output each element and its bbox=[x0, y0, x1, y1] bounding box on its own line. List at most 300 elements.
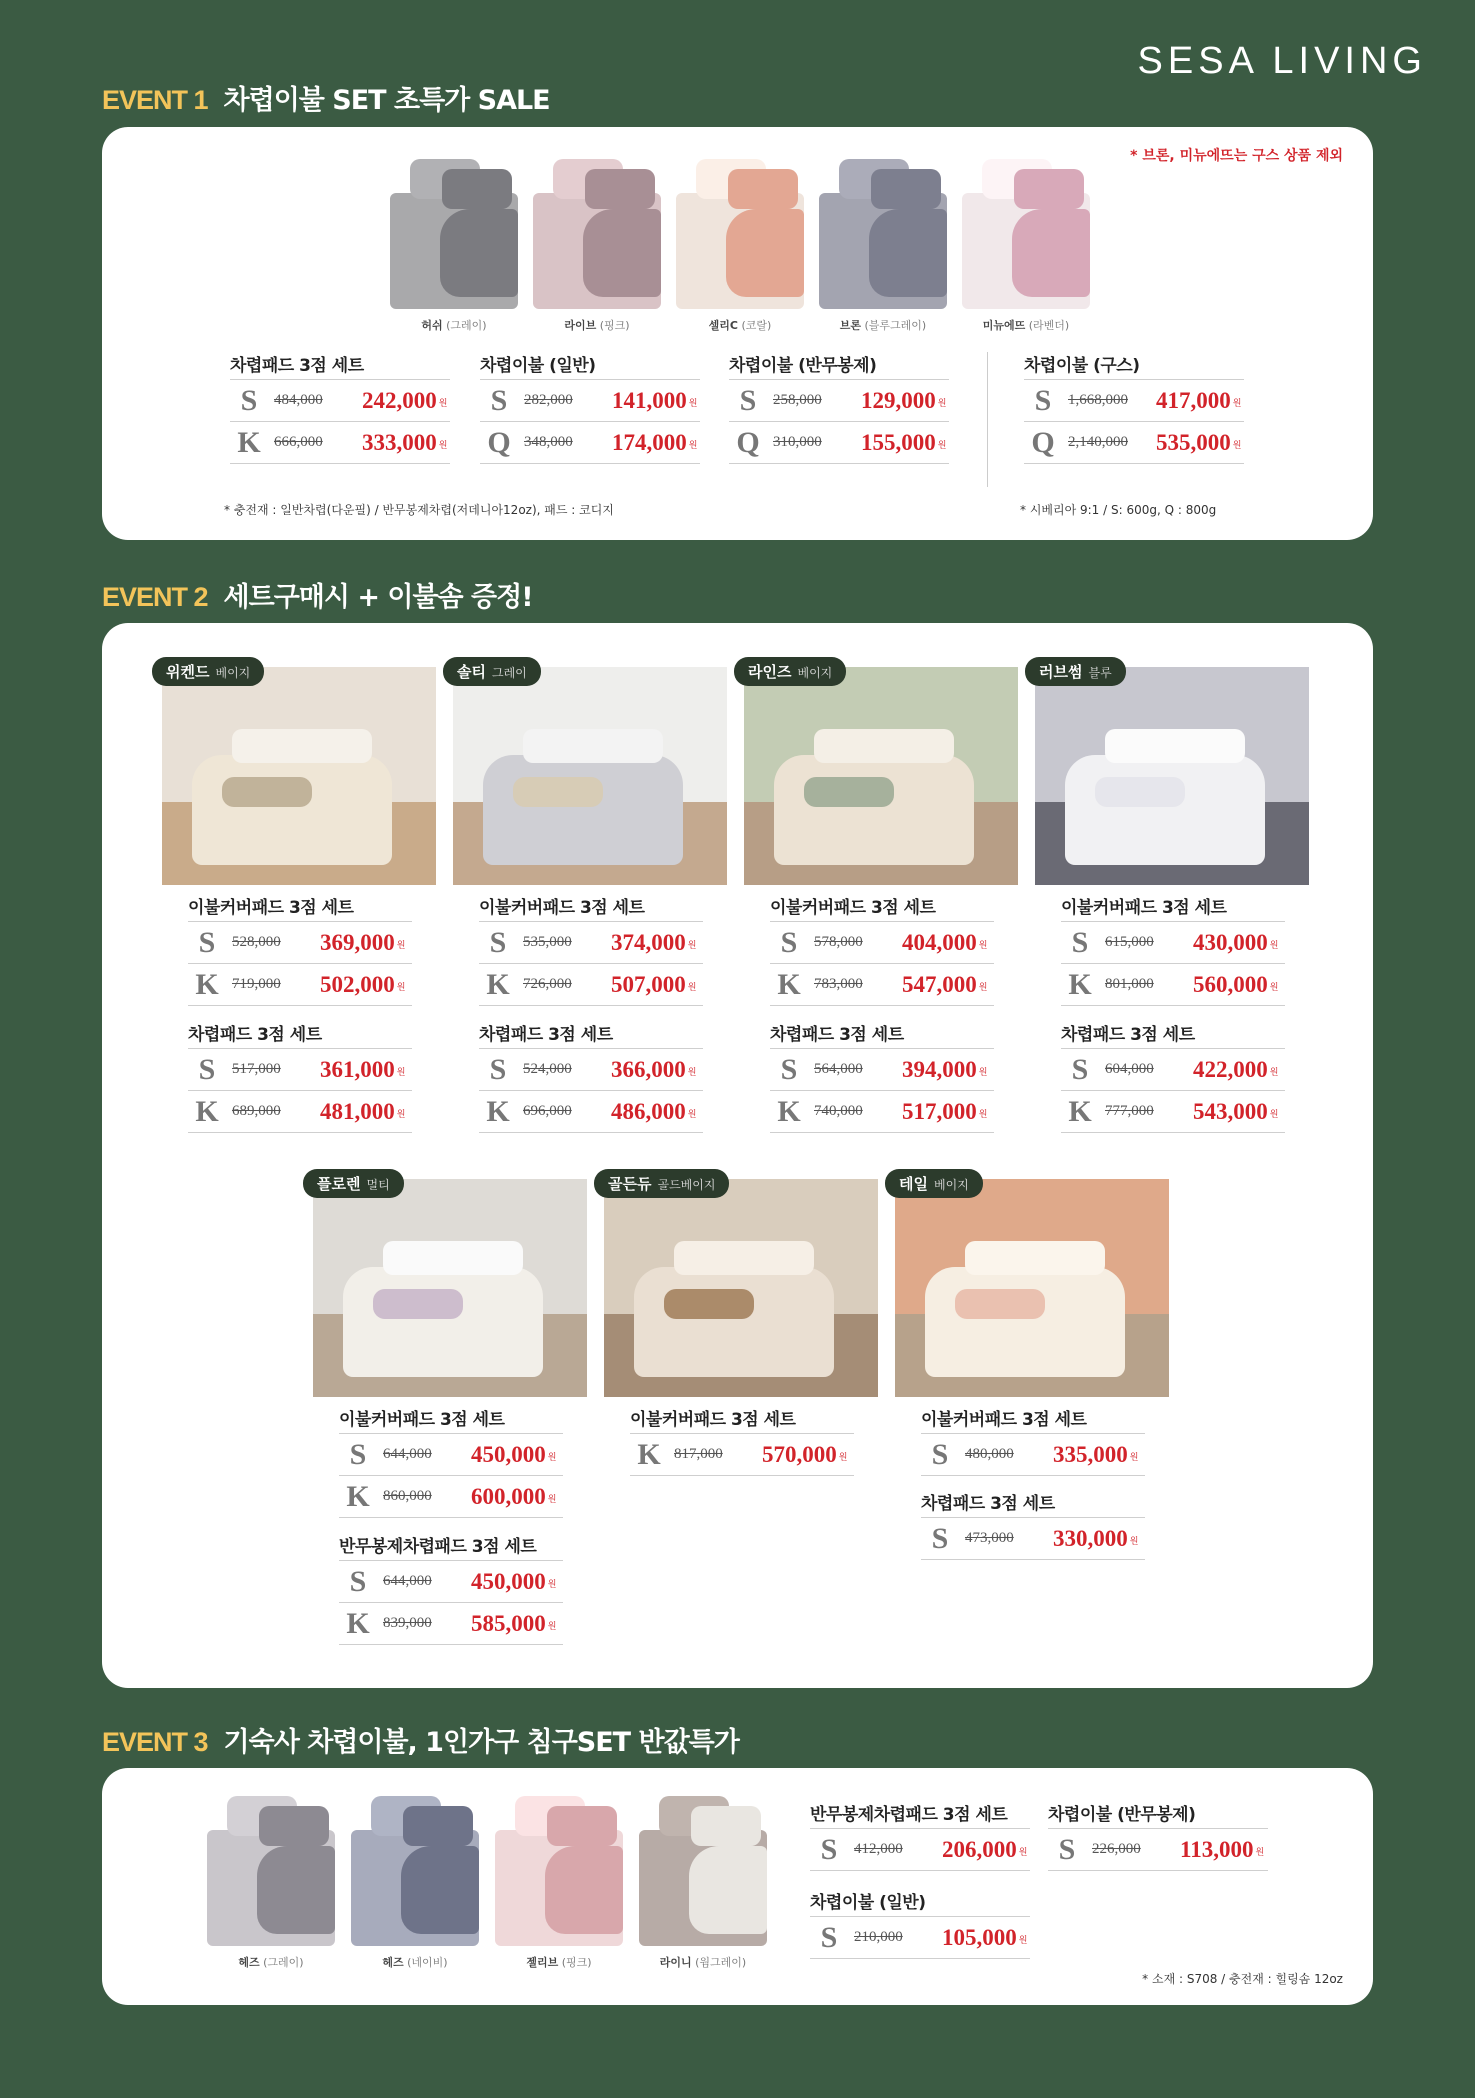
price-row bbox=[729, 422, 949, 464]
sale-price: 450,000 bbox=[471, 1568, 546, 1594]
price-row bbox=[1061, 964, 1285, 1006]
pillow bbox=[691, 1806, 761, 1846]
product-color: 베이지 bbox=[933, 1178, 969, 1192]
price-row bbox=[1061, 1091, 1285, 1133]
room-photo bbox=[604, 1179, 878, 1397]
price-row bbox=[188, 922, 412, 964]
price-block-title: 차렵패드 3점 세트 bbox=[188, 1025, 322, 1045]
product-tag: 위켄드 베이지 bbox=[152, 657, 264, 686]
product-color: (웜그레이) bbox=[691, 1956, 747, 1969]
price-row bbox=[230, 380, 450, 422]
throw-blanket bbox=[955, 1289, 1045, 1319]
price-rows bbox=[339, 1560, 563, 1645]
pillows bbox=[523, 729, 663, 763]
currency-unit: 원 bbox=[978, 983, 988, 993]
currency-unit: 원 bbox=[396, 1110, 406, 1120]
price-block-title: 이불커버패드 3점 세트 bbox=[188, 898, 354, 918]
product-image bbox=[207, 1796, 335, 1946]
size-label: S bbox=[240, 383, 258, 417]
price-block bbox=[339, 1407, 563, 1518]
price-row bbox=[1061, 922, 1285, 964]
currency-unit: 원 bbox=[937, 441, 947, 451]
pillows bbox=[674, 1241, 814, 1275]
product-caption bbox=[956, 317, 1096, 333]
product-tag: 러브썸 블루 bbox=[1025, 657, 1126, 686]
product-name: 라이브 bbox=[564, 319, 597, 332]
price-block-title: 차렵이불 (반무봉제) bbox=[729, 356, 877, 376]
original-price: 644,000 bbox=[383, 1446, 432, 1462]
sale-price: 502,000 bbox=[320, 971, 395, 997]
sale-price: 517,000 bbox=[902, 1098, 977, 1124]
currency-unit: 원 bbox=[688, 441, 698, 451]
price-rows bbox=[770, 1048, 994, 1133]
duvet-fold bbox=[689, 1846, 767, 1934]
bed bbox=[925, 1267, 1125, 1377]
original-price: 517,000 bbox=[232, 1061, 281, 1077]
currency-unit: 원 bbox=[438, 441, 448, 451]
size-label: S bbox=[820, 1920, 838, 1954]
sale-price: 105,000 bbox=[942, 1924, 1017, 1950]
currency-unit: 원 bbox=[687, 1110, 697, 1120]
divider bbox=[987, 352, 988, 487]
price-rows bbox=[188, 921, 412, 1006]
price-rows bbox=[921, 1433, 1145, 1476]
event1-panel bbox=[102, 127, 1373, 540]
price-row bbox=[188, 964, 412, 1006]
original-price: 783,000 bbox=[814, 976, 863, 992]
product-name: 미뉴에뜨 bbox=[982, 319, 1026, 332]
event1-title: 차렵이불 SET 초특가 SALE bbox=[223, 85, 550, 116]
event3-heading bbox=[102, 1720, 739, 1759]
price-block-title: 차렵패드 3점 세트 bbox=[770, 1025, 904, 1045]
duvet-fold bbox=[440, 209, 518, 297]
price-row bbox=[339, 1561, 563, 1603]
price-block bbox=[1048, 1802, 1268, 1871]
price-block-title: 차렵패드 3점 세트 bbox=[921, 1494, 1055, 1514]
currency-unit: 원 bbox=[1129, 1537, 1139, 1547]
price-rows bbox=[479, 1048, 703, 1133]
size-label: K bbox=[346, 1479, 370, 1513]
currency-unit: 원 bbox=[937, 399, 947, 409]
price-row bbox=[921, 1518, 1145, 1560]
bed bbox=[634, 1267, 834, 1377]
currency-unit: 원 bbox=[1018, 1936, 1028, 1946]
sale-price: 422,000 bbox=[1193, 1056, 1268, 1082]
original-price: 226,000 bbox=[1092, 1841, 1141, 1857]
currency-unit: 원 bbox=[1232, 441, 1242, 451]
throw-blanket bbox=[664, 1289, 754, 1319]
price-block bbox=[230, 353, 450, 464]
price-block-title: 차렵패드 3점 세트 bbox=[1061, 1025, 1195, 1045]
original-price: 412,000 bbox=[854, 1841, 903, 1857]
price-row bbox=[1024, 380, 1244, 422]
product-color: 블루 bbox=[1088, 666, 1112, 680]
bed bbox=[1065, 755, 1265, 865]
currency-unit: 원 bbox=[396, 941, 406, 951]
size-label: K bbox=[637, 1437, 661, 1471]
size-label: K bbox=[1068, 967, 1092, 1001]
product-image bbox=[819, 159, 947, 309]
size-label: S bbox=[739, 383, 757, 417]
product-name: 헤즈 bbox=[238, 1956, 260, 1969]
price-row bbox=[479, 964, 703, 1006]
original-price: 666,000 bbox=[274, 434, 323, 450]
product-color: (핑크) bbox=[558, 1956, 592, 1969]
sale-price: 155,000 bbox=[861, 429, 936, 455]
size-label: S bbox=[349, 1564, 367, 1598]
size-label: S bbox=[489, 1052, 507, 1086]
currency-unit: 원 bbox=[1129, 1453, 1139, 1463]
price-row bbox=[770, 1049, 994, 1091]
product-caption bbox=[670, 317, 810, 333]
price-block bbox=[479, 895, 703, 1006]
original-price: 719,000 bbox=[232, 976, 281, 992]
price-block bbox=[1024, 353, 1244, 464]
original-price: 604,000 bbox=[1105, 1061, 1154, 1077]
pillow bbox=[728, 169, 798, 209]
size-label: S bbox=[820, 1832, 838, 1866]
product-name: 라이니 bbox=[659, 1956, 692, 1969]
price-row bbox=[479, 922, 703, 964]
price-row bbox=[479, 1049, 703, 1091]
duvet-fold bbox=[1012, 209, 1090, 297]
currency-unit: 원 bbox=[687, 983, 697, 993]
price-row bbox=[480, 380, 700, 422]
price-row bbox=[810, 1917, 1030, 1959]
product-caption bbox=[201, 1954, 341, 1970]
price-block bbox=[770, 1022, 994, 1133]
throw-blanket bbox=[513, 777, 603, 807]
price-rows bbox=[230, 379, 450, 464]
bed bbox=[774, 755, 974, 865]
size-label: K bbox=[1068, 1094, 1092, 1128]
sale-price: 481,000 bbox=[320, 1098, 395, 1124]
currency-unit: 원 bbox=[547, 1495, 557, 1505]
original-price: 1,668,000 bbox=[1068, 392, 1128, 408]
pillow bbox=[442, 169, 512, 209]
bed bbox=[192, 755, 392, 865]
duvet-fold bbox=[257, 1846, 335, 1934]
currency-unit: 원 bbox=[838, 1453, 848, 1463]
price-block-title: 반무봉제차렵패드 3점 세트 bbox=[339, 1537, 537, 1557]
event2-panel bbox=[102, 623, 1373, 1688]
price-row bbox=[339, 1434, 563, 1476]
product-color: (블루그레이) bbox=[861, 319, 927, 332]
product-name: 헤즈 bbox=[382, 1956, 404, 1969]
price-block bbox=[188, 1022, 412, 1133]
product-caption bbox=[633, 1954, 773, 1970]
price-rows bbox=[770, 921, 994, 1006]
product-image bbox=[676, 159, 804, 309]
original-price: 740,000 bbox=[814, 1103, 863, 1119]
price-block-title: 차렵이불 (반무봉제) bbox=[1048, 1805, 1196, 1825]
product-tag: 솔티 그레이 bbox=[443, 657, 541, 686]
currency-unit: 원 bbox=[1269, 941, 1279, 951]
price-block bbox=[921, 1491, 1145, 1560]
original-price: 615,000 bbox=[1105, 934, 1154, 950]
size-label: S bbox=[1058, 1832, 1076, 1866]
throw-blanket bbox=[373, 1289, 463, 1319]
original-price: 473,000 bbox=[965, 1530, 1014, 1546]
sale-price: 174,000 bbox=[612, 429, 687, 455]
room-photo bbox=[1035, 667, 1309, 885]
pillows bbox=[232, 729, 372, 763]
sale-price: 450,000 bbox=[471, 1441, 546, 1467]
pillow bbox=[1014, 169, 1084, 209]
size-label: S bbox=[349, 1437, 367, 1471]
original-price: 282,000 bbox=[524, 392, 573, 408]
sale-price: 129,000 bbox=[861, 387, 936, 413]
room-photo bbox=[162, 667, 436, 885]
currency-unit: 원 bbox=[547, 1453, 557, 1463]
price-block bbox=[339, 1534, 563, 1645]
currency-unit: 원 bbox=[688, 399, 698, 409]
price-row bbox=[479, 1091, 703, 1133]
pillows bbox=[814, 729, 954, 763]
product-tag: 테일 베이지 bbox=[885, 1169, 983, 1198]
size-label: S bbox=[780, 1052, 798, 1086]
duvet-fold bbox=[869, 209, 947, 297]
size-label: S bbox=[931, 1521, 949, 1555]
bed bbox=[483, 755, 683, 865]
price-row bbox=[770, 964, 994, 1006]
sale-price: 330,000 bbox=[1053, 1525, 1128, 1551]
price-row bbox=[1048, 1829, 1268, 1871]
sale-price: 242,000 bbox=[362, 387, 437, 413]
sale-price: 543,000 bbox=[1193, 1098, 1268, 1124]
sale-price: 206,000 bbox=[942, 1836, 1017, 1862]
event2-title: 세트구매시 + 이불솜 증정! bbox=[223, 582, 533, 613]
size-label: K bbox=[486, 967, 510, 1001]
product-image bbox=[351, 1796, 479, 1946]
product-color: 골드베이지 bbox=[657, 1178, 716, 1192]
currency-unit: 원 bbox=[396, 1068, 406, 1078]
price-row bbox=[1024, 422, 1244, 464]
price-row bbox=[630, 1434, 854, 1476]
throw-blanket bbox=[222, 777, 312, 807]
event3-title: 기숙사 차렵이불, 1인가구 침구SET 반값특가 bbox=[223, 1727, 739, 1758]
sale-price: 486,000 bbox=[611, 1098, 686, 1124]
price-rows bbox=[339, 1433, 563, 1518]
original-price: 524,000 bbox=[523, 1061, 572, 1077]
price-row bbox=[1061, 1049, 1285, 1091]
sale-price: 374,000 bbox=[611, 929, 686, 955]
currency-unit: 원 bbox=[1269, 1110, 1279, 1120]
event3-label: EVENT 3 bbox=[102, 1727, 208, 1757]
price-rows bbox=[1048, 1828, 1268, 1871]
price-row bbox=[230, 422, 450, 464]
size-label: Q bbox=[1031, 425, 1055, 459]
product-caption bbox=[489, 1954, 629, 1970]
price-rows bbox=[810, 1916, 1030, 1959]
sale-price: 141,000 bbox=[612, 387, 687, 413]
product-color: 베이지 bbox=[215, 666, 251, 680]
sale-price: 570,000 bbox=[762, 1441, 837, 1467]
price-block bbox=[770, 895, 994, 1006]
product-color: (그레이) bbox=[259, 1956, 304, 1969]
original-price: 839,000 bbox=[383, 1615, 432, 1631]
price-row bbox=[810, 1829, 1030, 1871]
price-row bbox=[480, 422, 700, 464]
price-block-title: 차렵이불 (일반) bbox=[480, 356, 596, 376]
original-price: 564,000 bbox=[814, 1061, 863, 1077]
currency-unit: 원 bbox=[438, 399, 448, 409]
price-rows bbox=[810, 1828, 1030, 1871]
price-block-title: 이불커버패드 3점 세트 bbox=[479, 898, 645, 918]
sale-price: 417,000 bbox=[1156, 387, 1231, 413]
size-label: S bbox=[489, 925, 507, 959]
price-row bbox=[921, 1434, 1145, 1476]
original-price: 528,000 bbox=[232, 934, 281, 950]
product-name: 젤리브 bbox=[526, 1956, 559, 1969]
product-color: (네이비) bbox=[403, 1956, 448, 1969]
price-block bbox=[1061, 895, 1285, 1006]
sale-price: 535,000 bbox=[1156, 429, 1231, 455]
price-block bbox=[479, 1022, 703, 1133]
price-row bbox=[729, 380, 949, 422]
product-color: 멀티 bbox=[366, 1178, 390, 1192]
price-rows bbox=[630, 1433, 854, 1476]
currency-unit: 원 bbox=[687, 941, 697, 951]
price-rows bbox=[480, 379, 700, 464]
price-block-title: 이불커버패드 3점 세트 bbox=[630, 1410, 796, 1430]
original-price: 726,000 bbox=[523, 976, 572, 992]
original-price: 258,000 bbox=[773, 392, 822, 408]
room-photo bbox=[895, 1179, 1169, 1397]
price-row bbox=[188, 1091, 412, 1133]
size-label: S bbox=[1071, 925, 1089, 959]
size-label: K bbox=[777, 967, 801, 1001]
product-image bbox=[495, 1796, 623, 1946]
pillows bbox=[965, 1241, 1105, 1275]
size-label: K bbox=[777, 1094, 801, 1128]
size-label: K bbox=[195, 1094, 219, 1128]
price-block bbox=[188, 895, 412, 1006]
currency-unit: 원 bbox=[978, 1110, 988, 1120]
event1-footnote-right: * 시베리아 9:1 / S: 600g, Q : 800g bbox=[1020, 503, 1217, 517]
size-label: S bbox=[198, 925, 216, 959]
size-label: K bbox=[486, 1094, 510, 1128]
price-block-title: 차렵이불 (일반) bbox=[810, 1893, 926, 1913]
product-caption bbox=[345, 1954, 485, 1970]
sale-price: 113,000 bbox=[1180, 1836, 1254, 1862]
sale-price: 369,000 bbox=[320, 929, 395, 955]
original-price: 348,000 bbox=[524, 434, 573, 450]
original-price: 2,140,000 bbox=[1068, 434, 1128, 450]
product-name: 셀리C bbox=[708, 319, 738, 332]
currency-unit: 원 bbox=[978, 941, 988, 951]
product-color: (핑크) bbox=[596, 319, 630, 332]
sale-price: 600,000 bbox=[471, 1483, 546, 1509]
room-photo bbox=[313, 1179, 587, 1397]
product-tag: 골든듀 골드베이지 bbox=[594, 1169, 729, 1198]
room-photo bbox=[453, 667, 727, 885]
price-block-title: 차렵패드 3점 세트 bbox=[230, 356, 364, 376]
price-rows bbox=[921, 1517, 1145, 1560]
price-block-title: 이불커버패드 3점 세트 bbox=[770, 898, 936, 918]
duvet-fold bbox=[583, 209, 661, 297]
product-caption bbox=[813, 317, 953, 333]
currency-unit: 원 bbox=[687, 1068, 697, 1078]
sale-price: 361,000 bbox=[320, 1056, 395, 1082]
product-tag: 라인즈 베이지 bbox=[734, 657, 846, 686]
product-image bbox=[533, 159, 661, 309]
product-color: 베이지 bbox=[797, 666, 833, 680]
sale-price: 560,000 bbox=[1193, 971, 1268, 997]
size-label: K bbox=[237, 425, 261, 459]
price-row bbox=[770, 1091, 994, 1133]
product-name: 브론 bbox=[839, 319, 862, 332]
sale-price: 547,000 bbox=[902, 971, 977, 997]
original-price: 777,000 bbox=[1105, 1103, 1154, 1119]
original-price: 644,000 bbox=[383, 1573, 432, 1589]
throw-blanket bbox=[1095, 777, 1185, 807]
original-price: 578,000 bbox=[814, 934, 863, 950]
currency-unit: 원 bbox=[1269, 1068, 1279, 1078]
event3-footnote: * 소재 : S708 / 충전재 : 힐링솜 12oz bbox=[1142, 1972, 1343, 1986]
pillows bbox=[383, 1241, 523, 1275]
product-color: (코랄) bbox=[737, 319, 772, 332]
currency-unit: 원 bbox=[547, 1580, 557, 1590]
size-label: S bbox=[931, 1437, 949, 1471]
price-row bbox=[339, 1476, 563, 1518]
product-color: 그레이 bbox=[491, 666, 527, 680]
original-price: 310,000 bbox=[773, 434, 822, 450]
price-block bbox=[729, 353, 949, 464]
sale-price: 585,000 bbox=[471, 1610, 546, 1636]
duvet-fold bbox=[726, 209, 804, 297]
product-color: (그레이) bbox=[442, 319, 487, 332]
event2-heading bbox=[102, 575, 533, 614]
throw-blanket bbox=[804, 777, 894, 807]
price-rows bbox=[1061, 1048, 1285, 1133]
brand-logo: SESA LIVING bbox=[1137, 40, 1427, 82]
duvet-fold bbox=[401, 1846, 479, 1934]
original-price: 696,000 bbox=[523, 1103, 572, 1119]
original-price: 210,000 bbox=[854, 1929, 903, 1945]
original-price: 480,000 bbox=[965, 1446, 1014, 1462]
size-label: S bbox=[490, 383, 508, 417]
room-photo bbox=[744, 667, 1018, 885]
pillow bbox=[547, 1806, 617, 1846]
price-block-title: 이불커버패드 3점 세트 bbox=[339, 1410, 505, 1430]
size-label: S bbox=[198, 1052, 216, 1086]
price-block-title: 이불커버패드 3점 세트 bbox=[1061, 898, 1227, 918]
price-block bbox=[480, 353, 700, 464]
price-block-title: 차렵패드 3점 세트 bbox=[479, 1025, 613, 1045]
pillows bbox=[1105, 729, 1245, 763]
size-label: Q bbox=[487, 425, 511, 459]
product-image bbox=[639, 1796, 767, 1946]
sale-price: 366,000 bbox=[611, 1056, 686, 1082]
duvet-fold bbox=[545, 1846, 623, 1934]
sale-price: 333,000 bbox=[362, 429, 437, 455]
original-price: 860,000 bbox=[383, 1488, 432, 1504]
price-block-title: 반무봉제차렵패드 3점 세트 bbox=[810, 1805, 1008, 1825]
event1-heading bbox=[102, 78, 550, 117]
bed bbox=[343, 1267, 543, 1377]
original-price: 689,000 bbox=[232, 1103, 281, 1119]
sale-price: 335,000 bbox=[1053, 1441, 1128, 1467]
product-tag: 플로렌 멀티 bbox=[303, 1169, 404, 1198]
price-block bbox=[810, 1890, 1030, 1959]
size-label: S bbox=[1034, 383, 1052, 417]
product-caption bbox=[384, 317, 524, 333]
original-price: 484,000 bbox=[274, 392, 323, 408]
event1-note: * 브론, 미뉴에뜨는 구스 상품 제외 bbox=[1130, 148, 1343, 164]
sale-price: 507,000 bbox=[611, 971, 686, 997]
price-rows bbox=[1024, 379, 1244, 464]
